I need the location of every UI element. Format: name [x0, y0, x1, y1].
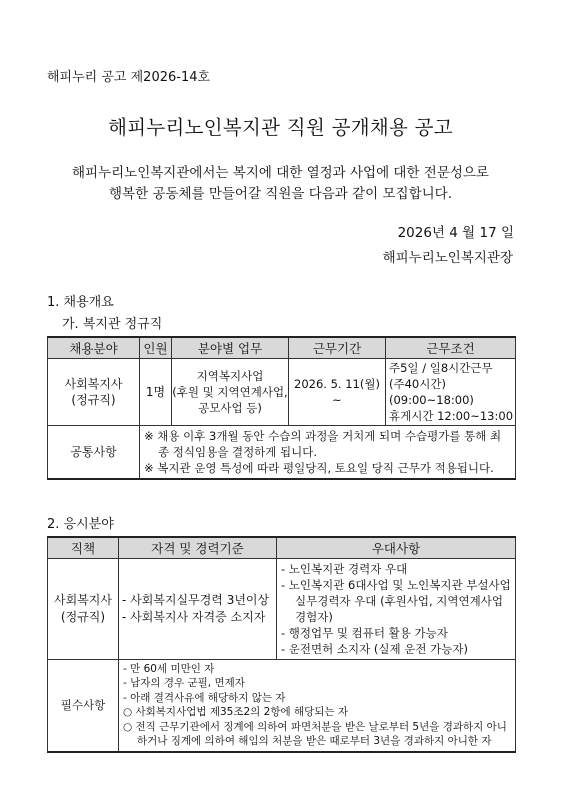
common-note: ※ 채용 이후 3개월 동안 수습의 과정을 거치게 되며 수습평가를 통해 최종 정식임용을 결정하게 됩니다. [144, 428, 502, 459]
issuer-name: 해피누리노인복지관장 [382, 250, 513, 266]
duty-line: 공모사업 등) [198, 400, 262, 415]
col-header-count: 인원 [140, 337, 172, 358]
conditions-cell [386, 358, 516, 425]
section-2-heading: 2. 응시분야 [47, 517, 114, 532]
position-type: (정규직) [60, 609, 106, 624]
notice-date: 2026년 4 월 17 일 [397, 225, 514, 241]
col-header-duty: 분야별 업무 [172, 337, 289, 358]
duty-line: 지역복지사업 [196, 368, 264, 383]
qualification-item: - 사회복지실무경력 3년이상 [122, 592, 270, 607]
notice-number: 해피누리 공고 제2026-14호 [47, 70, 211, 85]
condition-line: 주5일 / 일8시간근무 [389, 360, 493, 375]
position-cell [48, 558, 119, 659]
col-header-period: 근무기간 [289, 337, 386, 358]
table-row [48, 659, 516, 752]
preference-item: - 노인복지관 6대사업 및 노인복지관 부설사업 실무경력자 우대 (후원사업, 지역연계사업 경험자) [281, 577, 511, 624]
field-cell [48, 358, 140, 425]
col-header-conditions: 근무조건 [386, 337, 516, 358]
period-cell: 2026. 5. 11(월) ~ [289, 358, 386, 425]
section-1-subheading: 가. 복지관 정규직 [62, 317, 163, 332]
position-name: 사회복지사 [54, 592, 112, 607]
required-item: ○ 사회복지사업법 제35조2의 2항에 해당되는 자 [123, 706, 349, 718]
intro-line-2: 행복한 공동체를 만들어갈 직원을 다음과 같이 모집합니다. [108, 186, 453, 202]
page-title: 해피누리노인복지관 직원 공개채용 공고 [108, 116, 453, 139]
section-1-heading: 1. 채용개요 [47, 295, 114, 310]
table-header-row [48, 337, 516, 358]
preference-item: - 노인복지관 경력자 우대 [281, 561, 408, 576]
preference-cell [277, 558, 516, 659]
col-header-preference: 우대사항 [277, 537, 516, 558]
required-item: - 남자의 경우 군필, 면제자 [123, 677, 245, 689]
intro-line-1: 해피누리노인복지관에서는 복지에 대한 열정과 사업에 대한 전문성으로 [72, 165, 489, 181]
duty-line: (후원 및 지역연계사업, [172, 384, 288, 399]
table-header-row [48, 537, 516, 558]
required-items [119, 659, 516, 752]
table-row [48, 425, 516, 479]
required-label: 필수사항 [48, 659, 119, 752]
common-label: 공통사항 [48, 425, 140, 479]
table-row [48, 358, 516, 425]
preference-item: - 행정업무 및 컴퓨터 활용 가능자 [281, 625, 448, 640]
count-cell: 1명 [140, 358, 172, 425]
condition-line: 휴게시간 12:00~13:00 [389, 408, 514, 423]
field-name: 사회복지사 [64, 376, 123, 391]
qualification-item: - 사회복지사 자격증 소지자 [122, 609, 266, 624]
application-field-table [47, 536, 516, 753]
required-item: - 만 60세 미만인 자 [123, 662, 215, 675]
preference-item: - 운전면허 소지자 (실제 운전 가능자) [281, 641, 468, 656]
required-item: - 아래 결격사유에 해당하지 않는 자 [123, 691, 286, 704]
condition-line: (09:00~18:00) [389, 392, 474, 407]
col-header-qualification: 자격 및 경력기준 [119, 537, 277, 558]
col-header-position: 직책 [48, 537, 119, 558]
common-note: ※ 복지관 운영 특성에 따라 평일당직, 토요일 당직 근무가 적용됩니다. [144, 460, 494, 475]
col-header-field: 채용분야 [48, 337, 140, 358]
field-type: (정규직) [71, 392, 116, 407]
required-item: ○ 전직 근무기관에서 징계에 의하여 파면처분을 받은 날로부터 5년을 경과하지 아니하거나 징계에 의하여 해임의 처분을 받은 때로부터 3년을 경과하지 아니한 자 [123, 720, 507, 747]
condition-line: (주40시간) [389, 376, 446, 391]
duty-cell [172, 358, 289, 425]
common-notes [140, 425, 516, 479]
qualification-cell [119, 558, 277, 659]
table-row [48, 558, 516, 659]
recruitment-overview-table [47, 336, 516, 480]
